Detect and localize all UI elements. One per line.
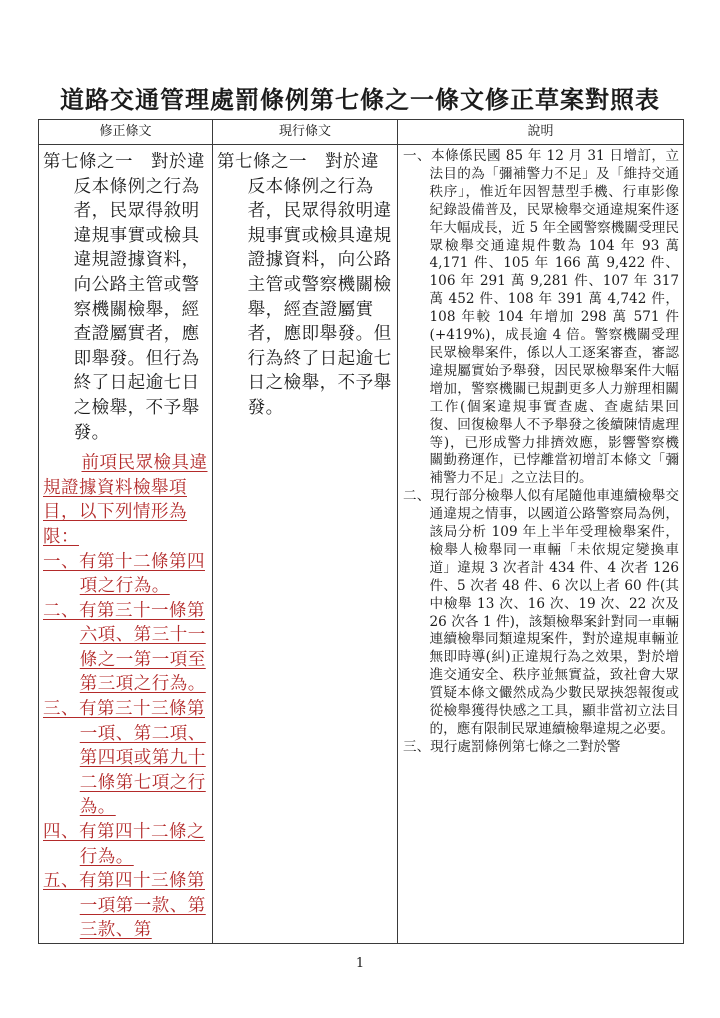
document-title: 道路交通管理處罰條例第七條之一條文修正草案對照表 bbox=[60, 85, 660, 114]
header-explanation: 說明 bbox=[398, 120, 684, 145]
header-amended: 修正條文 bbox=[39, 120, 213, 145]
explanation-section-1: 一、本條係民國 85 年 12 月 31 日增訂，立法目的為「彌補警力不足」及「維持交通秩序」，惟近年因智慧型手機、行車影像紀錄設備普及，民眾檢舉交通違規案件逐年大幅成長，近 5 年全國警察機關受理民眾檢舉交通違規件數為 104 年 93 萬 4,171 件、105 年 166 萬 9,422 件、106 年 291 萬 9,281 件、107 年 317 萬 452 件、108 年 391 萬 4,742 件，108 年較 104 年增加 298 萬 571 件(+419%)，成長逾 4 倍。警察機關受理民眾檢舉案件，係以人工逐案審查，審認違規屬實始予舉發，因民眾檢舉案件大幅增加，警察機關已規劃更多人力辦理相關工作(個案違規事實查處、查處結果回復、回復檢舉人不予舉發之後續陳情處理等)，已形成警力排擠效應，影響警察機關勤務運作，已悖離當初增訂本條文「彌補警力不足」之立法目的。 bbox=[403, 148, 679, 487]
explanation-section-2: 二、現行部分檢舉人似有尾隨他車連續檢舉交通違規之情事，以國道公路警察局為例，該局分析 109 年上半年受理檢舉案件，檢舉人檢舉同一車輛「未依規定變換車道」違規 3 次者計 434 件、4 次者 126 件、5 次者 48 件、6 次以上者 60 件(其中檢舉 13 次、16 次、19 次、22 次及 26 次各 1 件)，該類檢舉案針對同一車輛連續檢舉同類違規案件，對於違規車輛並無即時導(糾)正違規行為之效果，對於增進交通安全、秩序並無實益，致社會大眾質疑本條文儼然成為少數民眾挾怨報復或從檢舉獲得快感之工具，顯非當初立法目的，應有限制民眾連續檢舉違規之必要。 bbox=[403, 488, 679, 737]
amended-item-3: 三、有第三十三條第一項、第二項、第四項或第九十二條第七項之行為。 bbox=[43, 699, 206, 818]
explanation-cell bbox=[398, 145, 684, 944]
amended-item-1: 一、有第十二條第四項之行為。 bbox=[43, 551, 205, 597]
page-number: 1 bbox=[355, 956, 365, 971]
explanation-section-3: 三、現行處罰條例第七條之二對於警 bbox=[403, 738, 621, 755]
amended-new-paragraph: 前項民眾檢具違規證據資料檢舉項目，以下列情形為限： bbox=[43, 453, 208, 547]
amended-item-5: 五、有第四十三條第一項第一款、第三款、第 bbox=[43, 871, 206, 941]
table-row bbox=[39, 145, 684, 944]
current-cell bbox=[213, 145, 398, 944]
amended-article-text: 第七條之一 對於違反本條例之行為者，民眾得敘明違規事實或檢具違規證據資料，向公路主管或警察機關檢舉，經查證屬實者，應即舉發。但行為終了日起逾七日之檢舉，不予舉發。 bbox=[43, 152, 205, 443]
amended-cell bbox=[39, 145, 213, 944]
comparison-table bbox=[38, 119, 684, 944]
current-article-text: 第七條之一 對於違反本條例之行為者，民眾得敘明違規事實或檢具違規證據資料，向公路主管或警察機關檢舉，經查證屬實者，應即舉發。但行為終了日起逾七日之檢舉，不予舉發。 bbox=[217, 152, 392, 418]
amended-item-2: 二、有第三十一條第六項、第三十一條之一第一項至第三項之行為。 bbox=[43, 600, 206, 695]
header-current: 現行條文 bbox=[213, 120, 398, 145]
amended-item-4: 四、有第四十二條之行為。 bbox=[43, 822, 205, 867]
table-header-row bbox=[39, 120, 684, 145]
